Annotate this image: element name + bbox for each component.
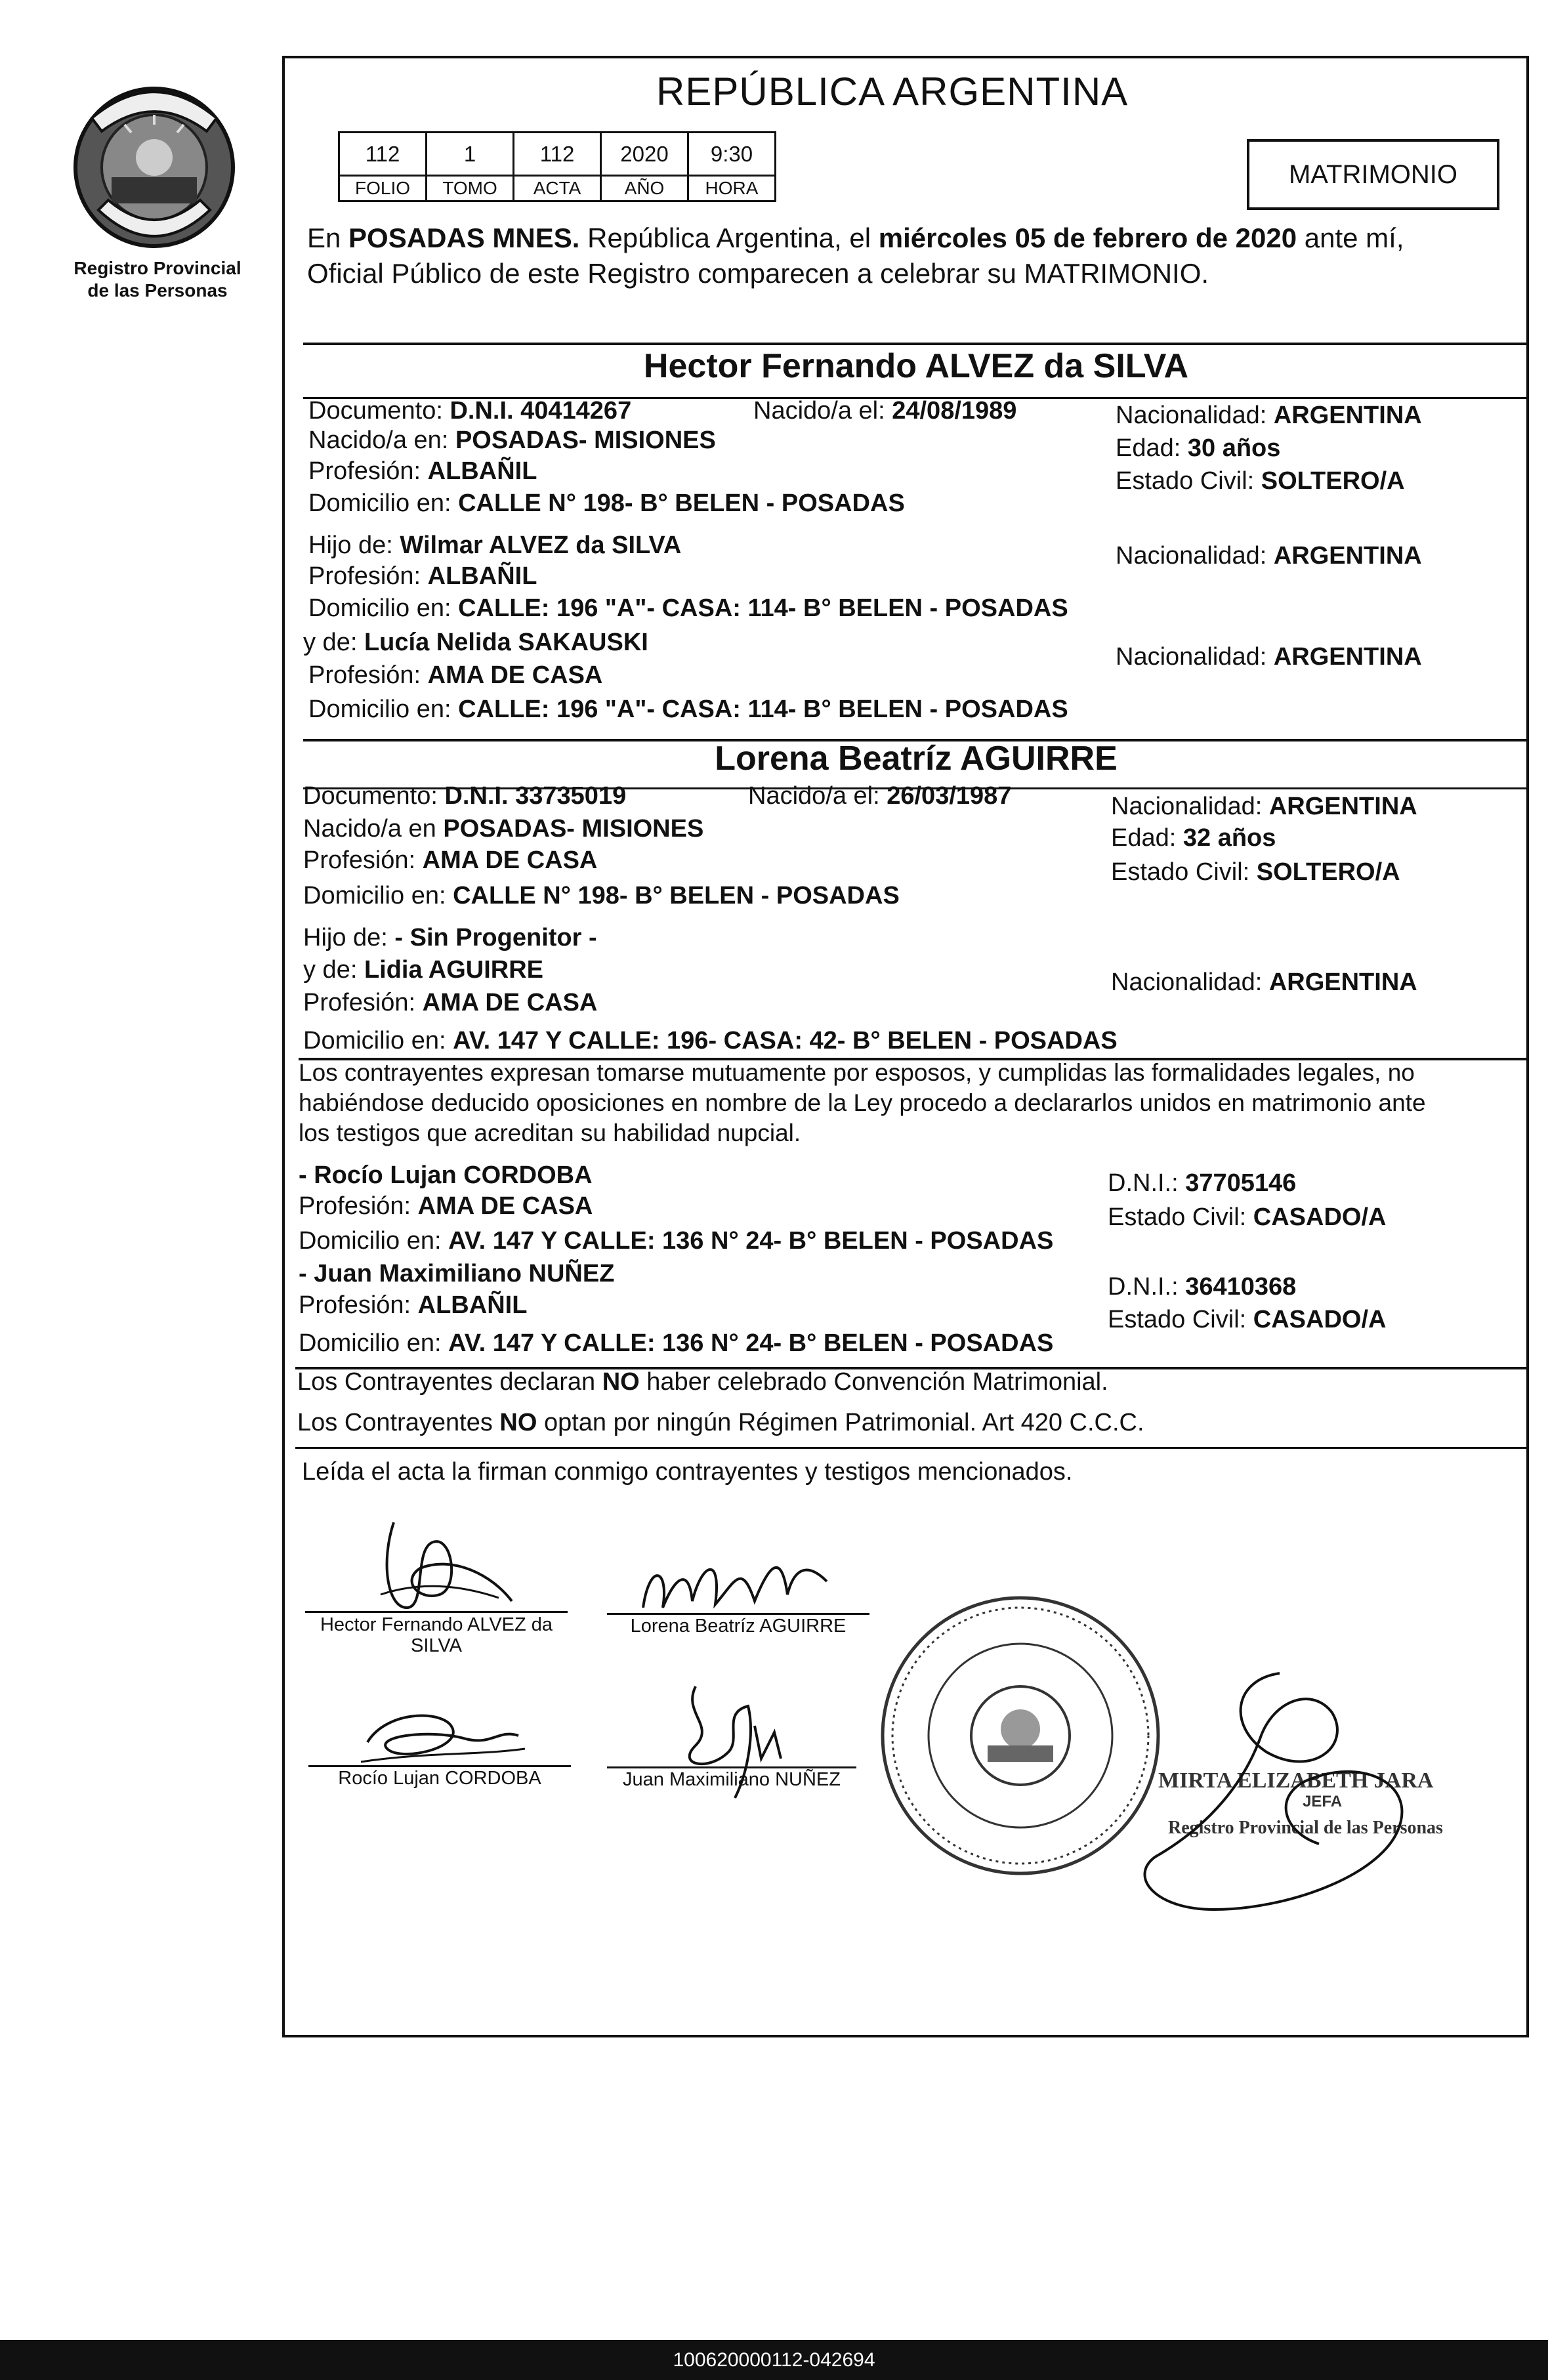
signature-official-icon xyxy=(1116,1660,1457,1988)
signature-line xyxy=(607,1766,856,1768)
document-code: 100620000112-042694 xyxy=(0,2340,1548,2380)
c1-profesion: Profesión: ALBAÑIL xyxy=(308,457,537,485)
declaration-line3: los testigos que acreditan su habilidad nupcial. xyxy=(299,1119,801,1146)
logo-caption-line1: Registro Provincial xyxy=(73,258,241,278)
official-office: Registro Provincial de las Personas xyxy=(1168,1818,1443,1838)
c1-padre: Hijo de: Wilmar ALVEZ da SILVA xyxy=(308,532,682,559)
c1-padre-domicilio: Domicilio en: CALLE: 196 "A"- CASA: 114- B° BELEN - POSADAS xyxy=(308,595,1068,622)
folio-value: 112 xyxy=(339,133,427,176)
acta-label: ACTA xyxy=(514,176,601,201)
testigo2-name: - Juan Maximiliano NUÑEZ xyxy=(299,1260,615,1287)
declaration-line1: Los contrayentes expresan tomarse mutuamente por esposos, y cumplidas las formalidades legales, no xyxy=(299,1059,1415,1086)
convencion-text: Los Contrayentes declaran NO haber celebrado Convención Matrimonial. xyxy=(297,1368,1108,1396)
testigo2-profesion: Profesión: ALBAÑIL xyxy=(299,1291,528,1319)
c1-estado-civil: Estado Civil: SOLTERO/A xyxy=(1116,467,1405,495)
closing-text: Leída el acta la firman conmigo contrayentes y testigos mencionados. xyxy=(302,1458,1073,1486)
c1-nacido-en: Nacido/a en: POSADAS- MISIONES xyxy=(308,427,716,454)
c1-nacionalidad: Nacionalidad: ARGENTINA xyxy=(1116,402,1422,429)
c1-nacido-el: Nacido/a el: 24/08/1989 xyxy=(753,397,1017,425)
regimen-text: Los Contrayentes NO optan por ningún Régimen Patrimonial. Art 420 C.C.C. xyxy=(297,1409,1144,1436)
c2-estado-civil: Estado Civil: SOLTERO/A xyxy=(1111,858,1400,886)
c2-domicilio: Domicilio en: CALLE N° 198- B° BELEN - POSADAS xyxy=(303,882,900,909)
signature-label-lorena: Lorena Beatríz AGUIRRE xyxy=(630,1616,847,1637)
c1-madre-nacionalidad: Nacionalidad: ARGENTINA xyxy=(1116,643,1422,671)
tomo-label: TOMO xyxy=(427,176,514,201)
tomo-value: 1 xyxy=(427,133,514,176)
contrayente1-name: Hector Fernando ALVEZ da SILVA xyxy=(643,347,1189,385)
declaration-line2: habiéndose deducido oposiciones en nombre de la Ley procedo a declararlos unidos en matrimonio ante xyxy=(299,1089,1426,1116)
c1-edad: Edad: 30 años xyxy=(1116,434,1281,462)
c2-madre-profesion: Profesión: AMA DE CASA xyxy=(303,989,598,1016)
c1-padre-nacionalidad: Nacionalidad: ARGENTINA xyxy=(1116,542,1422,570)
c1-padre-profesion: Profesión: ALBAÑIL xyxy=(308,562,537,590)
c2-nacido-el: Nacido/a el: 26/03/1987 xyxy=(748,782,1012,810)
c2-madre-nacionalidad: Nacionalidad: ARGENTINA xyxy=(1111,969,1417,996)
page-title: REPÚBLICA ARGENTINA xyxy=(656,70,1129,114)
official-role: JEFA xyxy=(1303,1793,1343,1810)
testigo2-estado: Estado Civil: CASADO/A xyxy=(1108,1306,1387,1333)
testigo1-profesion: Profesión: AMA DE CASA xyxy=(299,1192,593,1220)
acta-value: 112 xyxy=(514,133,601,176)
c1-domicilio: Domicilio en: CALLE N° 198- B° BELEN - POSADAS xyxy=(308,490,905,517)
c2-nacido-en: Nacido/a en POSADAS- MISIONES xyxy=(303,815,704,843)
hora-value: 9:30 xyxy=(688,133,776,176)
signature-line xyxy=(607,1613,869,1615)
c2-documento: Documento: D.N.I. 33735019 xyxy=(303,782,627,810)
anio-label: AÑO xyxy=(601,176,688,201)
c2-madre: y de: Lidia AGUIRRE xyxy=(303,956,544,984)
act-type-box: MATRIMONIO xyxy=(1247,139,1499,210)
c2-edad: Edad: 32 años xyxy=(1111,824,1276,852)
hora-label: HORA xyxy=(688,176,776,201)
signature-rocio-icon xyxy=(348,1703,538,1775)
c2-profesion: Profesión: AMA DE CASA xyxy=(303,846,598,874)
testigo1-name: - Rocío Lujan CORDOBA xyxy=(299,1161,593,1189)
testigo1-dni: D.N.I.: 37705146 xyxy=(1108,1169,1297,1197)
signature-lorena-icon xyxy=(630,1542,853,1621)
signature-label-hector: Hector Fernando ALVEZ da SILVA xyxy=(320,1614,553,1656)
c2-nacionalidad: Nacionalidad: ARGENTINA xyxy=(1111,793,1417,820)
c2-padre: Hijo de: - Sin Progenitor - xyxy=(303,924,597,951)
c1-documento: Documento: D.N.I. 40414267 xyxy=(308,397,632,425)
signature-label-rocio: Rocío Lujan CORDOBA xyxy=(338,1768,541,1789)
divider xyxy=(295,1447,1529,1449)
c1-madre-profesion: Profesión: AMA DE CASA xyxy=(308,661,603,689)
testigo1-domicilio: Domicilio en: AV. 147 Y CALLE: 136 N° 24- B° BELEN - POSADAS xyxy=(299,1227,1054,1255)
logo-ring-top xyxy=(62,20,253,42)
signature-hector-icon xyxy=(354,1509,551,1621)
intro-line2: Oficial Público de este Registro comparecen a celebrar su MATRIMONIO. xyxy=(307,258,1209,289)
divider xyxy=(303,343,1529,345)
c1-madre: y de: Lucía Nelida SAKAUSKI xyxy=(303,629,648,656)
c2-madre-domicilio: Domicilio en: AV. 147 Y CALLE: 196- CASA: 42- B° BELEN - POSADAS xyxy=(303,1027,1118,1054)
testigo2-domicilio: Domicilio en: AV. 147 Y CALLE: 136 N° 24- B° BELEN - POSADAS xyxy=(299,1329,1054,1357)
logo-caption-line2: de las Personas xyxy=(87,280,228,301)
provincia-misiones-seal-icon xyxy=(66,79,243,256)
c1-madre-domicilio: Domicilio en: CALLE: 196 "A"- CASA: 114- B° BELEN - POSADAS xyxy=(308,696,1068,723)
testigo1-estado: Estado Civil: CASADO/A xyxy=(1108,1203,1387,1231)
registry-table xyxy=(338,131,776,202)
official-name: MIRTA ELIZABETH JARA xyxy=(1158,1768,1434,1793)
intro-line1: En POSADAS MNES. República Argentina, el miércoles 05 de febrero de 2020 ante mí, xyxy=(307,222,1404,253)
signature-label-juan: Juan Maximiliano NUÑEZ xyxy=(623,1769,841,1790)
contrayente2-name: Lorena Beatríz AGUIRRE xyxy=(715,740,1118,778)
signature-line xyxy=(305,1611,568,1613)
anio-value: 2020 xyxy=(601,133,688,176)
signature-line xyxy=(308,1765,571,1767)
folio-label: FOLIO xyxy=(339,176,427,201)
testigo2-dni: D.N.I.: 36410368 xyxy=(1108,1273,1297,1301)
